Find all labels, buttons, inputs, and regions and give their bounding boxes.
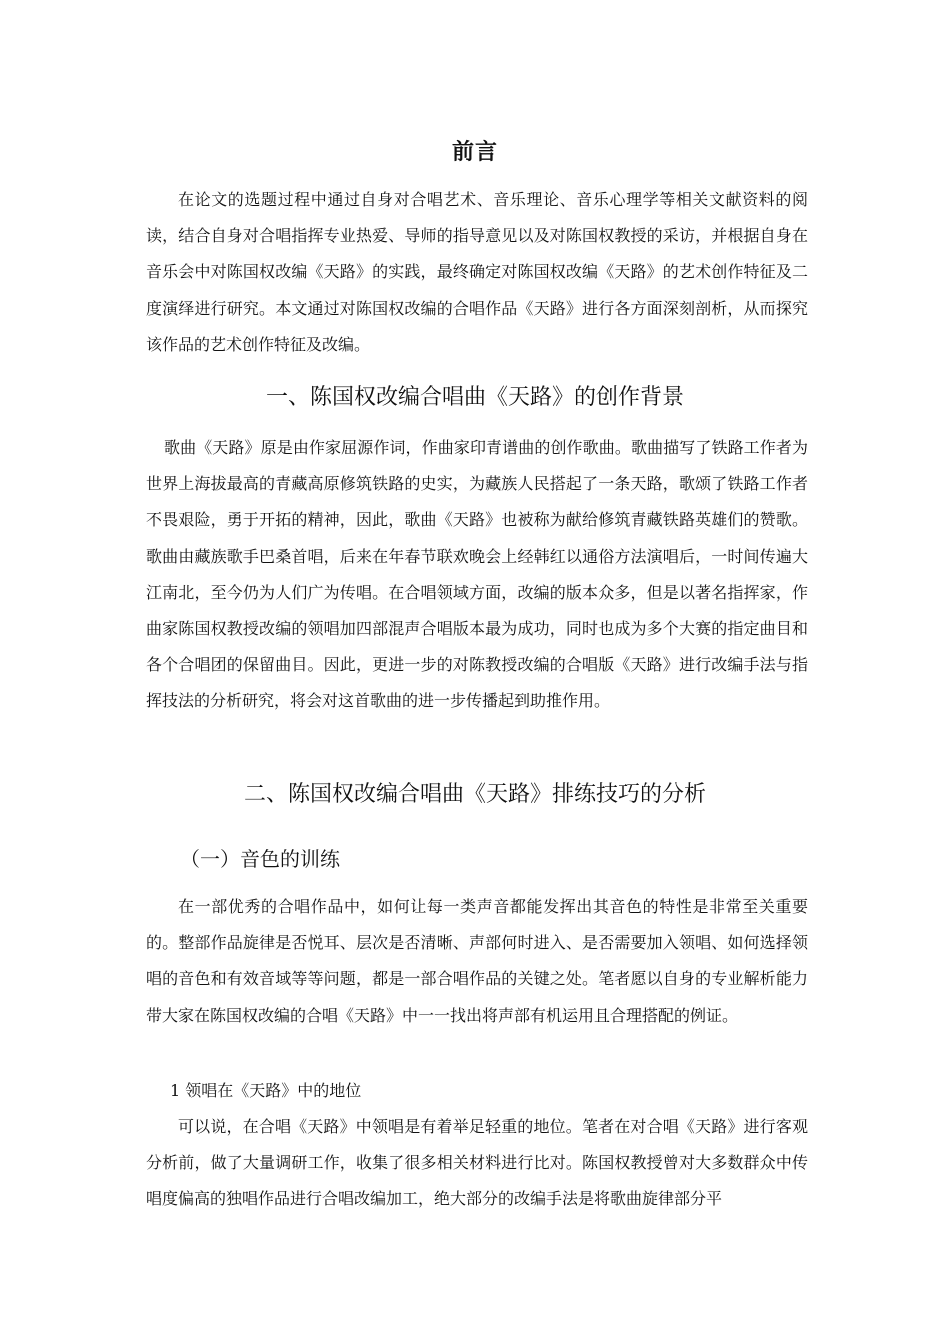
point-1-paragraph: 可以说，在合唱《天路》中领唱是有着举足轻重的地位。笔者在对合唱《天路》进行客观分析前，做了大量调研工作，收集了很多相关材料进行比对。陈国权教授曾对大多数群众中传唱度偏高的独唱作品进行合唱改编加工，绝大部分的改编手法是将歌曲旋律部分平 <box>146 1117 808 1209</box>
subsection-1-title: （一）音色的训练 <box>180 847 340 871</box>
preface-paragraph: 在论文的选题过程中通过自身对合唱艺术、音乐理论、音乐心理学等相关文献资料的阅读，结合自身对合唱指挥专业热爱、导师的指导意见以及对陈国权教授的采访，并根据自身在音乐会中对陈国权改编《天路》的实践，最终确定对陈国权改编《天路》的艺术创作特征及二度演绎进行研究。本文通过对陈国权改编的合唱作品《天路》进行各方面深刻剖析，从而探究该作品的艺术创作特征及改编。 <box>146 190 808 354</box>
subsection-1-paragraph: 在一部优秀的合唱作品中，如何让每一类声音都能发挥出其音色的特性是非常至关重要的。整部作品旋律是否悦耳、层次是否清晰、声部何时进入、是否需要加入领唱、如何选择领唱的音色和有效音域等等问题，都是一部合唱作品的关键之处。笔者愿以自身的专业解析能力带大家在陈国权改编的合唱《天路》中一一找出将声部有机运用且合理搭配的例证。 <box>146 897 808 1025</box>
point-1-title: 1 领唱在《天路》中的地位 <box>170 1081 362 1100</box>
section-2-title: 二、陈国权改编合唱曲《天路》排练技巧的分析 <box>243 782 706 807</box>
section-1-paragraph: 歌曲《天路》原是由作家屈源作词，作曲家印青谱曲的创作歌曲。歌曲描写了铁路工作者为世界上海拔最高的青藏高原修筑铁路的史实，为藏族人民搭起了一条天路，歌颂了铁路工作者不畏艰险，勇于开拓的精神，因此，歌曲《天路》也被称为献给修筑青藏铁路英雄们的赞歌。歌曲由藏族歌手巴桑首唱，后来在年春节联欢晚会上经韩红以通俗方法演唱后，一时间传遍大江南北，至今仍为人们广为传唱。在合唱领域方面，改编的版本众多，但是以著名指挥家，作曲家陈国权教授改编的领唱加四部混声合唱版本最为成功，同时也成为多个大赛的指定曲目和各个合唱团的保留曲目。因此，更进一步的对陈教授改编的合唱版《天路》进行改编手法与指挥技法的分析研究，将会对这首歌曲的进一步传播起到助推作用。 <box>146 438 808 711</box>
preface-title: 前言 <box>451 140 498 165</box>
section-1-title: 一、陈国权改编合唱曲《天路》的创作背景 <box>265 385 684 410</box>
